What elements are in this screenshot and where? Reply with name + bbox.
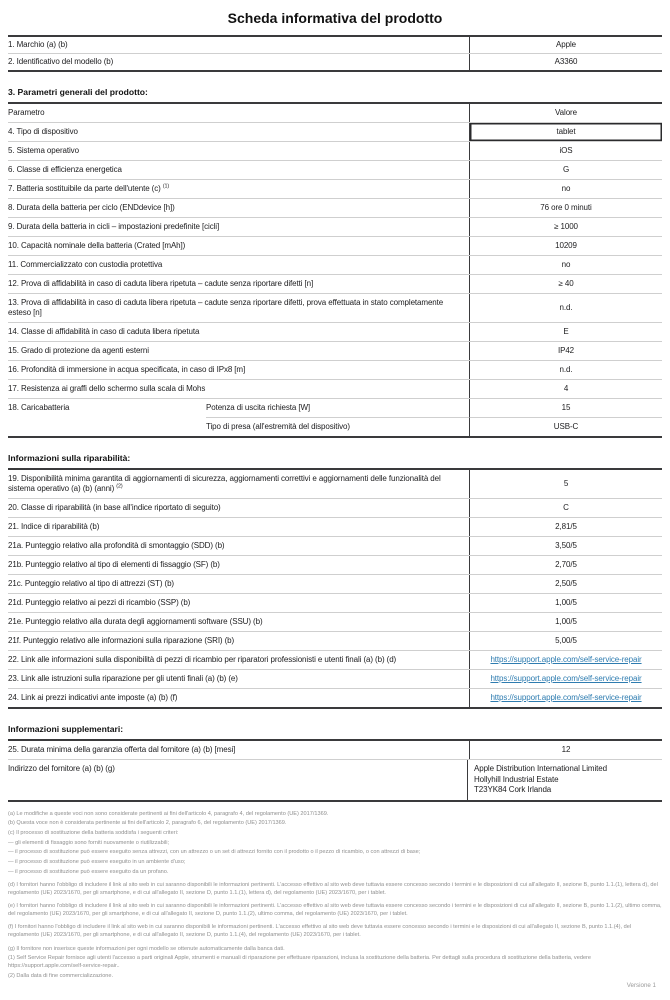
param-label: 16. Profondità di immersione in acqua specificata, in caso di IPx8 [m] (8, 364, 246, 374)
param-label: 10. Capacità nominale della batteria (Crated [mAh]) (8, 240, 186, 250)
value-cell: no (469, 256, 662, 274)
table-row (8, 341, 662, 360)
footnote: (a) Le modifiche a queste voci non sono considerate pertinenti ai fini dell'articolo 4, paragrafo 4, del regolamento (UE) 2017/1369. (8, 810, 329, 817)
value-cell: no (469, 180, 662, 198)
table-header-row (8, 104, 662, 122)
footnote: (b) Questa voce non è considerata pertinente ai fini dell'articolo 2, paragrafo 6, del regolamento (UE) 2017/1369. (8, 820, 287, 827)
page-title: Scheda informativa del prodotto (227, 10, 443, 26)
value-cell-highlighted: tablet (469, 123, 662, 141)
footnote: — il processo di sostituzione può essere eseguito in un ambiente d'uso; (8, 859, 186, 866)
value-cell: 3,50/5 (469, 537, 662, 555)
table-row (8, 360, 662, 379)
value-cell (467, 760, 662, 799)
table-row (8, 217, 662, 236)
table-row (8, 759, 662, 799)
self-service-repair-link[interactable]: https://support.apple.com/self-service-repair (490, 674, 642, 684)
value-cell: 1,00/5 (469, 613, 662, 631)
table-row (8, 517, 662, 536)
table-row (8, 179, 662, 198)
param-label: Indirizzo del fornitore (a) (b) (g) (8, 764, 115, 774)
value-cell: 10209 (469, 237, 662, 255)
value-cell: 5 (469, 470, 662, 498)
param-label: 1. Marchio (a) (b) (8, 39, 68, 49)
param-label: 21b. Punteggio relativo al tipo di elementi di fissaggio (SF) (b) (8, 560, 220, 570)
table-row (8, 741, 662, 759)
param-label: 24. Link ai prezzi indicativi ante imposte (a) (b) (f) (8, 693, 178, 703)
param-label: 4. Tipo di dispositivo (8, 126, 78, 136)
table-subrow (206, 417, 662, 436)
value-cell: 4 (469, 380, 662, 398)
table-row (8, 37, 662, 53)
table-row (8, 274, 662, 293)
value-cell: iOS (469, 142, 662, 160)
section-heading-repairability: Informazioni sulla riparabilità: (8, 453, 131, 464)
param-label: 21e. Punteggio relativo alla durata degli aggiornamenti software (SSU) (b) (8, 617, 263, 627)
footnote: (d) I fornitori hanno l'obbligo di includere il link al sito web in cui saranno disponibili le informazioni pertinenti. L'accesso effettivo al sito web deve tuttavia essere concesso secondo i termini e le disposizioni di cui all'allegato II, sezione B, punto 1.1.(1), lettera d), del regolamento (UE) 2023/1670, per gli smartphone, e di cui all'allegato II, sezione D, punto 1.1.(1), lettera d), del regolamento (UE) 2023/1670, per i tablet. (8, 881, 658, 896)
table-row (8, 593, 662, 612)
table-row (8, 398, 662, 436)
param-label: 22. Link alle informazioni sulla disponibilità di pezzi di ricambio per riparatori professionisti e utenti finali (a) (b) (d) (8, 655, 397, 665)
param-label: 6. Classe di efficienza energetica (8, 164, 122, 174)
value-cell (469, 689, 662, 707)
footnote: (e) I fornitori hanno l'obbligo di includere il link al sito web in cui saranno disponibili le informazioni pertinenti. L'accesso effettivo al sito web deve tuttavia essere concesso secondo i termini e le disposizioni di cui all'allegato II, sezione B, punto 1.1.(2), ultimo comma, del regolamento (UE) 2023/1670, per gli smartphone, e di cui all'allegato II, sezione D, punto 1.1.(2), ultimo comma, del regolamento (UE) 2023/1670, per i tablet. (8, 903, 662, 918)
value-cell (469, 651, 662, 669)
table-row (8, 574, 662, 593)
supplier-address-line: Hollyhill Industrial Estate (474, 774, 559, 784)
table-row (8, 688, 662, 707)
self-service-repair-link[interactable]: https://support.apple.com/self-service-repair (490, 655, 642, 665)
footnote: (f) I fornitori hanno l'obbligo di includere il link al sito web in cui saranno disponibili le informazioni pertinenti. L'accesso effettivo al sito web deve tuttavia essere concesso secondo i termini e le disposizioni di cui all'allegato II, sezione B, punto 1.1.(4), del regolamento (UE) 2023/1670, per gli smartphone, e di cui all'allegato II, sezione D, punto 1.1.(4), del regolamento (UE) 2023/1670, per i tablet. (8, 924, 632, 939)
param-label: 21c. Punteggio relativo al tipo di attrezzi (ST) (b) (8, 579, 174, 589)
param-column-header: Parametro (8, 107, 45, 117)
repairability-table (8, 468, 662, 709)
charger-subrows (206, 399, 662, 436)
footnotes (8, 810, 662, 981)
value-cell: 15 (469, 399, 662, 417)
table-row (8, 650, 662, 669)
param-label: 18. Caricabatteria (8, 402, 70, 412)
identification-table (8, 35, 662, 72)
param-label: 2. Identificativo del modello (b) (8, 56, 114, 66)
param-label: 12. Prova di affidabilità in caso di caduta libera ripetuta – cadute senza riportare difetti [n] (8, 278, 314, 288)
param-label: 21. Indice di riparabilità (b) (8, 522, 100, 532)
table-row (8, 498, 662, 517)
value-cell: 1,00/5 (469, 594, 662, 612)
param-label: 20. Classe di riparabilità (in base all'indice riportato di seguito) (8, 503, 221, 513)
table-row (8, 53, 662, 70)
param-label: 21d. Punteggio relativo ai pezzi di ricambio (SSP) (b) (8, 598, 191, 608)
table-row (8, 379, 662, 398)
table-row (8, 669, 662, 688)
footnote: — gli elementi di fissaggio sono forniti nuovamente o riutilizzabili; (8, 839, 170, 846)
table-row (8, 198, 662, 217)
footnote: (1) Self Service Repair fornisce agli utenti l'accesso a parti originali Apple, strumenti e manuali di riparazione per effettuare riparazioni, inclusa la sostituzione della batteria. Per dettagli sulla procedura di sostituzione della batteria, vedere https://support.apple.com/self-service-repair.. (8, 955, 592, 970)
general-parameters-table (8, 102, 662, 438)
param-label: 15. Grado di protezione da agenti esterni (8, 345, 149, 355)
table-row (8, 612, 662, 631)
value-cell: 76 ore 0 minuti (469, 199, 662, 217)
table-row (8, 255, 662, 274)
table-row (8, 122, 662, 141)
footnote: (g) Il fornitore non inserisce queste informazioni per ogni modello se ottenute automaticamente dalla banca dati. (8, 945, 285, 952)
sub-param-label: Tipo di presa (all'estremità del dispositivo) (206, 417, 469, 436)
table-row (8, 536, 662, 555)
param-label: 23. Link alle istruzioni sulla riparazione per gli utenti finali (a) (b) (e) (8, 674, 238, 684)
value-cell: IP42 (469, 342, 662, 360)
table-row (8, 555, 662, 574)
value-cell: 12 (469, 741, 662, 759)
footnote-reference: (1) (162, 183, 170, 190)
value-cell: Apple (469, 37, 662, 53)
value-cell: C (469, 499, 662, 517)
table-row (8, 236, 662, 255)
footnote-reference: (2) (116, 483, 123, 490)
table-row (8, 470, 662, 498)
value-cell: ≥ 1000 (469, 218, 662, 236)
value-cell: n.d. (469, 361, 662, 379)
footnote: (2) Dalla data di fine commercializzazione. (8, 973, 114, 980)
value-column-header: Valore (469, 104, 662, 122)
footnote: — il processo di sostituzione può essere eseguito senza attrezzi, con un attrezzo o un set di attrezzi fornito con il prodotto o il pezzo di ricambio, o con attrezzi di base; (8, 849, 421, 856)
param-label: 21f. Punteggio relativo alle informazioni sulla riparazione (SRI) (b) (8, 636, 235, 646)
table-row (8, 293, 662, 322)
table-row (8, 631, 662, 650)
value-cell: ≥ 40 (469, 275, 662, 293)
value-cell: n.d. (469, 294, 662, 322)
version-label: Versione 1 (626, 982, 656, 989)
param-label: 9. Durata della batteria in cicli – impostazioni predefinite [cicli] (8, 221, 220, 231)
value-cell: 2,81/5 (469, 518, 662, 536)
section-heading-supplementary: Informazioni supplementari: (8, 724, 124, 735)
value-cell: 2,50/5 (469, 575, 662, 593)
param-label: 25. Durata minima della garanzia offerta dal fornitore (a) (b) [mesi] (8, 745, 236, 755)
self-service-repair-link[interactable]: https://support.apple.com/self-service-repair (490, 693, 642, 703)
value-cell (469, 670, 662, 688)
table-row (8, 141, 662, 160)
supplier-address-line: Apple Distribution International Limited (474, 764, 607, 774)
param-label: 14. Classe di affidabilità in caso di caduta libera ripetuta (8, 326, 200, 336)
sub-param-label: Potenza di uscita richiesta [W] (206, 402, 311, 412)
supplier-address-line: T23YK84 Cork Irlanda (474, 785, 552, 795)
param-label: 8. Durata della batteria per ciclo (ENDdevice [h]) (8, 202, 175, 212)
param-label: 19. Disponibilità minima garantita di aggiornamenti di sicurezza, aggiornamenti correttivi e aggiornamenti delle funzionalità del sistema operativo (a) (b) (anni) $^{(2)}$ (8, 473, 441, 494)
footnote: (c) Il processo di sostituzione della batteria soddisfa i seguenti criteri: (8, 829, 179, 836)
table-row (8, 322, 662, 341)
table-subrow (206, 399, 662, 417)
param-label: 5. Sistema operativo (8, 145, 79, 155)
value-cell: 2,70/5 (469, 556, 662, 574)
value-cell: G (469, 161, 662, 179)
param-label: 11. Commercializzato con custodia protettiva (8, 259, 163, 269)
value-cell: A3360 (469, 54, 662, 70)
param-label: 21a. Punteggio relativo alla profondità di smontaggio (SDD) (b) (8, 541, 225, 551)
table-row (8, 160, 662, 179)
value-cell: USB-C (469, 417, 662, 436)
param-label: 17. Resistenza ai graffi dello schermo sulla scala di Mohs (8, 383, 206, 393)
footnote: — il processo di sostituzione può essere eseguito da un profano. (8, 868, 169, 875)
param-label: 13. Prova di affidabilità in caso di caduta libera ripetuta – cadute senza riportare difetti, prova effettuata in stato completamente esteso [n] (8, 297, 444, 317)
param-label: 7. Batteria sostituibile da parte dell'utente (c) $^{(1)}$ (8, 183, 170, 193)
section-heading-general-parameters: 3. Parametri generali del prodotto: (8, 86, 148, 97)
value-cell: E (469, 323, 662, 341)
value-cell: 5,00/5 (469, 632, 662, 650)
supplementary-table (8, 739, 662, 801)
